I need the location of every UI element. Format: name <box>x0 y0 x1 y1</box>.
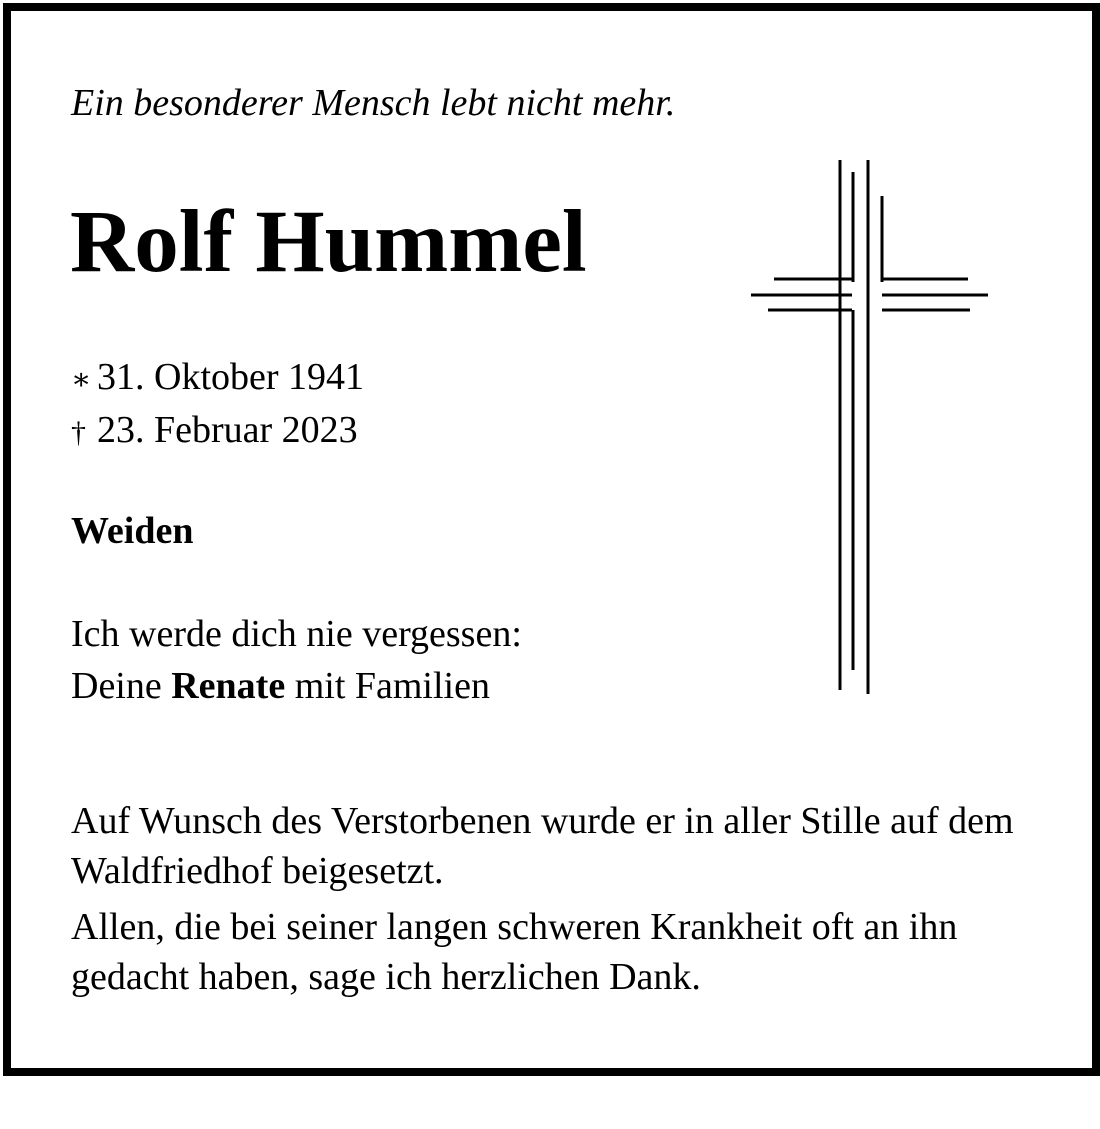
death-dagger-icon: † <box>71 416 86 449</box>
cross-icon <box>748 158 992 698</box>
closing-line-1: Ich werde dich nie vergessen: <box>71 613 522 655</box>
closing-line-2 <box>71 660 522 712</box>
motto: Ein besonderer Mensch lebt nicht mehr. <box>71 82 676 124</box>
death-line <box>71 405 364 458</box>
closing-words <box>71 608 522 712</box>
thanks-paragraph: Allen, die bei seiner langen schweren Krankheit oft an ihn gedacht haben, sage ich herzlichen Dank. <box>71 906 958 998</box>
mourner-name: Renate <box>171 665 286 707</box>
death-date: 23. Februar 2023 <box>97 409 358 451</box>
birth-line <box>71 352 364 405</box>
life-dates <box>71 352 364 458</box>
city: Weiden <box>71 510 194 552</box>
birth-date: 31. Oktober 1941 <box>97 356 365 398</box>
closing-suffix: mit Familien <box>294 665 490 707</box>
closing-prefix: Deine <box>71 665 162 707</box>
burial-paragraph: Auf Wunsch des Verstorbenen wurde er in aller Stille auf dem Waldfriedhof beigesetzt. <box>71 800 1014 892</box>
deceased-name: Rolf Hummel <box>70 193 587 291</box>
notice-text <box>71 796 1061 1008</box>
cross-lines <box>751 160 988 694</box>
birth-star-icon: ∗ <box>71 363 92 396</box>
